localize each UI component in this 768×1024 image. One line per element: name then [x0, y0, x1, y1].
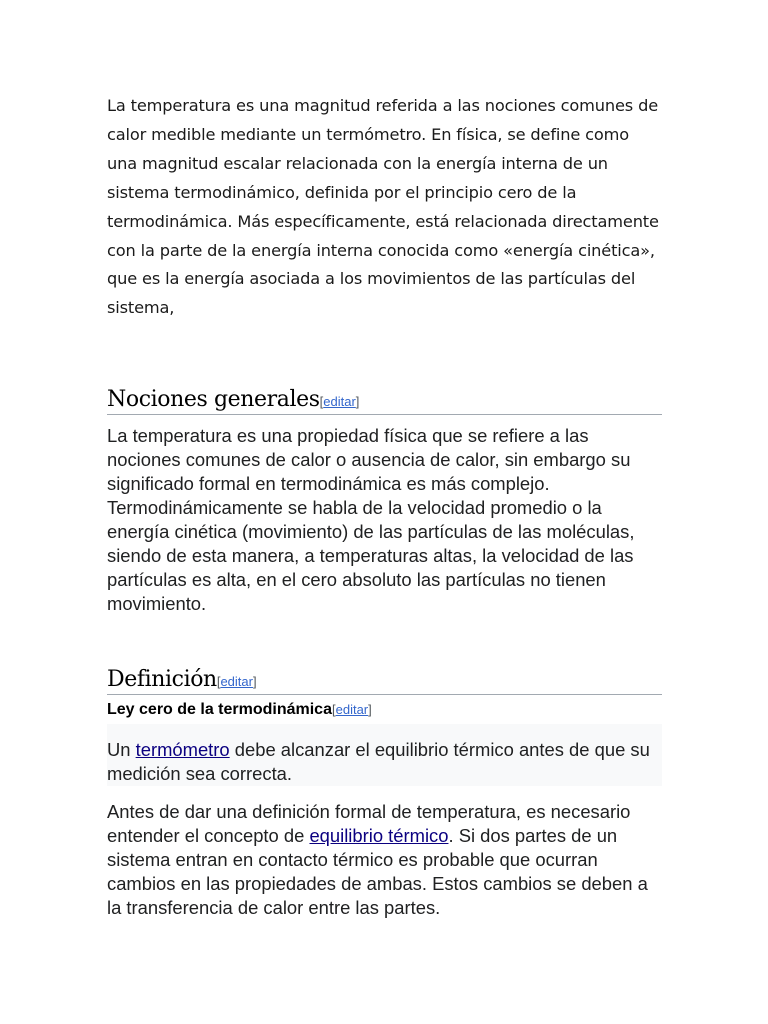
section-heading-nociones [107, 387, 662, 415]
edit-section-nociones: [editar] [319, 394, 360, 410]
link-termometro[interactable]: termómetro [135, 739, 230, 761]
article-content [107, 92, 662, 920]
edit-link[interactable]: editar [335, 702, 369, 718]
paragraph-text-after: . Si dos partes de un sistema entran en contacto térmico es probable que ocurran cambios en las propiedades de ambas. Estos cambios se deben a la transferencia de calor entre las partes. [107, 825, 648, 919]
link-equilibrio-termico[interactable]: equilibrio térmico [309, 825, 449, 847]
edit-section-definicion: [editar] [216, 674, 257, 690]
section-title: Nociones generales [107, 387, 320, 413]
hatnote-box [107, 724, 662, 786]
definicion-paragraph [107, 800, 662, 920]
paragraph-text-before: Antes de dar una definición formal de temperatura, es necesario entender el concepto de [107, 801, 631, 847]
edit-subsection-ley-cero: [editar] [331, 702, 372, 718]
intro-paragraph: La temperatura es una magnitud referida a las nociones comunes de calor medible mediante un termómetro. En física, se define como una magnitud escalar relacionada con la energía interna de un sistema termodinámico, definida por el principio cero de la termodinámica. Más específicamente, está relacionada directamente con la parte de la energía interna conocida como «energía cinética», que es la energía asociada a los movimientos de las partículas del sistema, [107, 96, 659, 318]
nociones-paragraph: La temperatura es una propiedad física que se refiere a las nociones comunes de calor o ausencia de calor, sin embargo su significado formal en termodinámica es más complejo. Termodinámicamente se habla de la velocidad promedio o la energía cinética (movimiento) de las partículas de las moléculas, siendo de esta manera, a temperaturas altas, la velocidad de las partículas es alta, en el cero absoluto las partículas no tienen movimiento. [107, 425, 635, 615]
section-heading-definicion [107, 667, 662, 695]
section-title: Definición [107, 667, 217, 693]
subsection-heading-ley-cero [107, 701, 662, 719]
hatnote-text-before: Un [107, 739, 136, 761]
edit-link[interactable]: editar [323, 394, 356, 410]
hatnote-text-after: debe alcanzar el equilibrio térmico antes de que su medición sea correcta. [107, 739, 650, 785]
edit-link[interactable]: editar [220, 674, 253, 690]
subsection-title: Ley cero de la termodinámica [107, 701, 332, 719]
